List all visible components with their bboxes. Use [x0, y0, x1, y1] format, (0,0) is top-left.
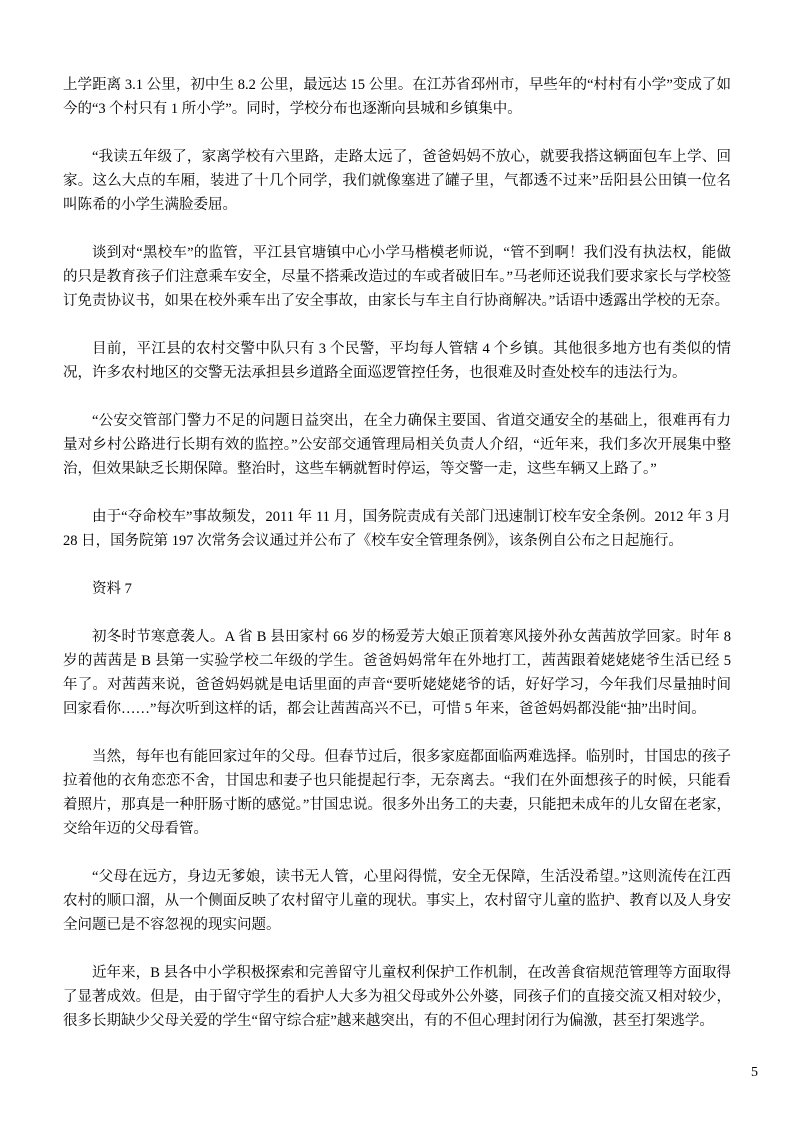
paragraph-continuation: 上学距离 3.1 公里，初中生 8.2 公里，最远达 15 公里。在江苏省邳州市，早些年的“村村有小学”变成了如今的“3 个村只有 1 所小学”。同时，学校分布也逐渐向县城和乡镇集中。	[63, 77, 731, 117]
paragraph: 近年来，B 县各中小学积极探索和完善留守儿童权利保护工作机制，在改善食宿规范管理等方面取得了显著成效。但是，由于留守学生的看护人大多为祖父母或外公外婆，同孩子们的直接交流又相对较少，很多长期缺少父母关爱的学生“留守综合症”越来越突出，有的不但心理封闭行为偏激，甚至打架逃学。	[63, 965, 731, 1029]
document-content	[63, 73, 731, 1057]
paragraph: “父母在远方，身边无爹娘，读书无人管，心里闷得慌，安全无保障，生活没希望。”这则流传在江西农村的顺口溜，从一个侧面反映了农村留守儿童的现状。事实上，农村留守儿童的监护、教育以及人身安全问题已是不容忽视的现实问题。	[63, 869, 731, 933]
section-heading: 资料 7	[92, 581, 132, 597]
paragraph: 目前，平江县的农村交警中队只有 3 个民警，平均每人管辖 4 个乡镇。其他很多地方也有类似的情况，许多农村地区的交警无法承担县乡道路全面巡逻管控任务，也很难及时查处校车的违法行为。	[63, 341, 731, 381]
paragraph: 当然，每年也有能回家过年的父母。但春节过后，很多家庭都面临两难选择。临别时，甘国忠的孩子拉着他的衣角恋恋不舍，甘国忠和妻子也只能提起行李，无奈离去。“我们在外面想孩子的时候，只能看着照片，那真是一种肝肠寸断的感觉。”甘国忠说。很多外出务工的夫妻，只能把未成年的儿女留在老家，交给年迈的父母看管。	[63, 749, 731, 837]
paragraph: “我读五年级了，家离学校有六里路，走路太远了，爸爸妈妈不放心，就要我搭这辆面包车上学、回家。这么大点的车厢，装进了十几个同学，我们就像塞进了罐子里，气都透不过来”岳阳县公田镇一位名叫陈希的小学生满脸委屈。	[63, 149, 731, 213]
paragraph: 由于“夺命校车”事故频发，2011 年 11 月，国务院责成有关部门迅速制订校车安全条例。2012 年 3 月 28 日，国务院第 197 次常务会议通过并公布了《校车安全管理条例》，该条例自公布之日起施行。	[63, 509, 731, 549]
paragraph: 谈到对“黑校车”的监管，平江县官塘镇中心小学马楷模老师说，“管不到啊！我们没有执法权，能做的只是教育孩子们注意乘车安全，尽量不搭乘改造过的车或者破旧车。”马老师还说我们要求家长与学校签订免责协议书，如果在校外乘车出了安全事故，由家长与车主自行协商解决。”话语中透露出学校的无奈。	[63, 245, 731, 309]
paragraph: 初冬时节寒意袭人。A 省 B 县田家村 66 岁的杨爱芳大娘正顶着寒风接外孙女茜茜放学回家。时年 8 岁的茜茜是 B 县第一实验学校二年级的学生。爸爸妈妈常年在外地打工，茜茜跟着姥姥姥爷生活已经 5 年了。对茜茜来说，爸爸妈妈就是电话里面的声音“要听姥姥姥爷的话，好好学习，今年我们尽量抽时间回家看你……”每次听到这样的话，都会让茜茜高兴不已，可惜 5 年来，爸爸妈妈都没能“抽”出时间。	[63, 629, 731, 717]
paragraph: “公安交管部门警力不足的问题日益突出，在全力确保主要国、省道交通安全的基础上，很难再有力量对乡村公路进行长期有效的监控。”公安部交通管理局相关负责人介绍，“近年来，我们多次开展集中整治，但效果缺乏长期保障。整治时，这些车辆就暂时停运，等交警一走，这些车辆又上路了。”	[63, 413, 731, 477]
page-number: 5	[751, 1065, 758, 1080]
